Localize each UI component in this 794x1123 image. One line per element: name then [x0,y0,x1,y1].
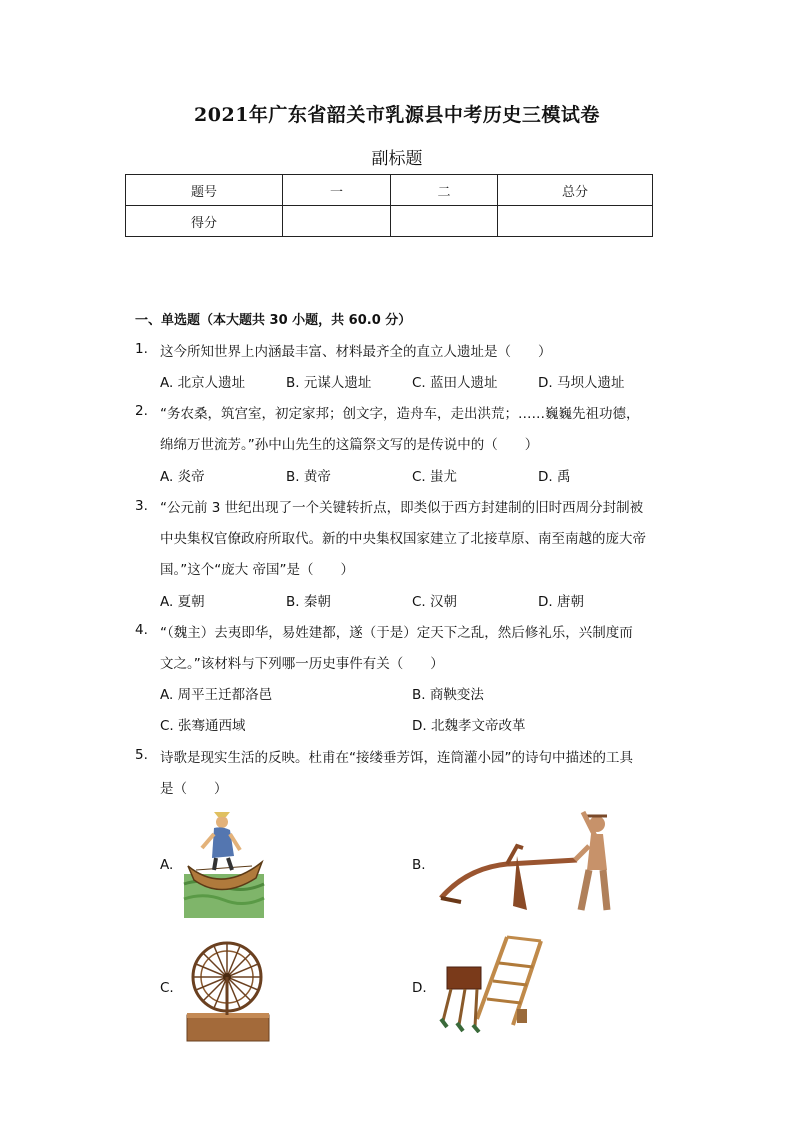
option-d[interactable]: D. 马坝人遗址 [538,375,625,391]
question-number: 3. [135,498,148,514]
option-a[interactable]: A. [160,857,174,873]
option-c[interactable]: C. 蚩尤 [412,469,458,485]
question-number: 5. [135,747,148,763]
plow-farmer-image [437,806,617,914]
seed-drill-image [437,933,547,1033]
question-text: 国。”这个“庞大 帝国”是（ ） [160,562,355,578]
option-a[interactable]: A. 北京人遗址 [160,375,246,391]
option-b[interactable]: B. 秦朝 [286,594,331,610]
option-c[interactable]: C. [160,980,174,996]
option-a[interactable]: A. 炎帝 [160,469,205,485]
question-text: “（魏主）去夷即华，易姓建都，遂（于是）定天下之乱，然后修礼乐，兴制度而 [160,625,633,641]
question-text: “公元前 3 世纪出现了一个关键转折点，即类似于西方封建制的旧时西周分封制被 [160,500,644,516]
score-table-score-row [126,206,653,237]
question-text: 文之。”该材料与下列哪一历史事件有关（ ） [160,656,444,672]
question-text: 中央集权官僚政府所取代。新的中央集权国家建立了北接草原、南至南越的庞大帝 [160,531,646,547]
score-header-cell: 一 [283,175,391,206]
boat-farmer-image [182,804,267,919]
question-text: 是（ ） [160,781,228,797]
option-d[interactable]: D. 唐朝 [538,594,584,610]
question-number: 2. [135,403,148,419]
question-number: 1. [135,341,148,357]
exam-title: 2021年广东省韶关市乳源县中考历史三模试卷 [194,104,600,126]
question-number: 4. [135,622,148,638]
section-heading: 一、单选题（本大题共 30 小题，共 60.0 分） [135,313,412,328]
option-a[interactable]: A. 夏朝 [160,594,205,610]
question-text: 诗歌是现实生活的反映。杜甫在“接缕垂芳饵，连筒灌小园”的诗句中描述的工具 [160,750,633,766]
exam-subtitle: 副标题 [371,149,423,169]
option-c[interactable]: C. 张骞通西域 [160,718,246,734]
option-b[interactable]: B. 商鞅变法 [412,687,484,703]
score-header-cell: 题号 [126,175,283,206]
question-text: “务农桑，筑宫室，初定家邦；创文字，造舟车，走出洪荒；……巍巍先祖功德， [160,406,640,422]
score-header-cell: 二 [391,175,498,206]
option-c[interactable]: C. 汉朝 [412,594,458,610]
option-d[interactable]: D. 北魏孝文帝改革 [412,718,526,734]
option-b[interactable]: B. [412,857,426,873]
score-table-header-row [126,175,653,206]
option-a[interactable]: A. 周平王迁都洛邑 [160,687,273,703]
question-text: 绵绵万世流芳。”孙中山先生的这篇祭文写的是传说中的（ ） [160,437,539,453]
score-header-cell: 总分 [498,175,653,206]
score-cell [283,206,391,237]
score-row-label: 得分 [126,206,283,237]
score-cell [391,206,498,237]
option-d[interactable]: D. 禹 [538,469,571,485]
score-cell [498,206,653,237]
waterwheel-image [185,935,271,1043]
score-table [125,174,653,237]
question-text: 这今所知世界上内涵最丰富、材料最齐全的直立人遗址是（ ） [160,344,552,360]
option-b[interactable]: B. 黄帝 [286,469,331,485]
option-b[interactable]: B. 元谋人遗址 [286,375,372,391]
option-c[interactable]: C. 蓝田人遗址 [412,375,498,391]
option-d[interactable]: D. [412,980,427,996]
